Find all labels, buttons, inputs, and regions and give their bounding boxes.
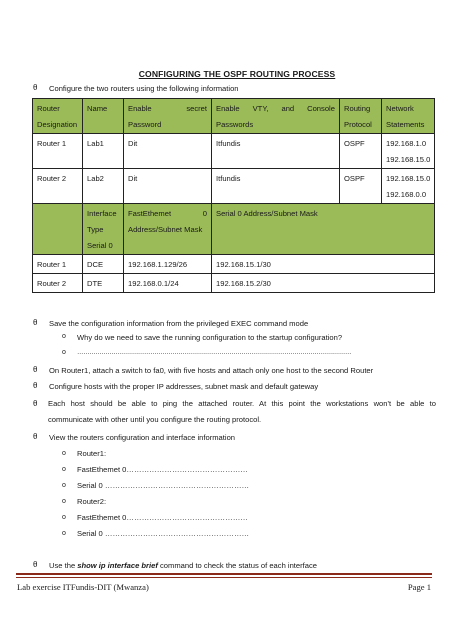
table-cell: DCE	[83, 255, 124, 274]
table-cell: Router 2	[33, 169, 83, 204]
header-cell: Enable secret Password	[124, 99, 212, 134]
list-item: FastEthemet 0…………………………………………	[77, 465, 248, 474]
bullet-icon: θ	[33, 318, 38, 327]
table-row	[33, 134, 435, 169]
header-cell: Serial 0 Address/Subnet Mask	[212, 204, 435, 255]
attach-instruction: On Router1, attach a switch to fa0, with five hosts and attach only one host to the second Router	[49, 366, 374, 375]
list-item: FastEthemet 0…………………………………………	[77, 513, 248, 522]
intro-text: Configure the two routers using the following information	[49, 84, 239, 93]
table-cell: Router 1	[33, 134, 83, 169]
answer-line: ………………………………………………………………………………………………………………………	[77, 349, 352, 356]
footer-rule	[16, 573, 432, 575]
bullet-icon: θ	[33, 381, 38, 390]
header-cell-blank	[33, 204, 83, 255]
table-cell: 192.168.1.129/26	[124, 255, 212, 274]
page-title: CONFIGURING THE OSPF ROUTING PROCESS	[138, 69, 336, 79]
table-cell: Dit	[124, 169, 212, 204]
sub-bullet-icon: o	[62, 482, 66, 489]
why-question: Why do we need to save the running configuration to the startup configuration?	[77, 333, 343, 342]
table-cell: 192.168.15.0 192.168.0.0	[382, 169, 435, 204]
sub-bullet-icon: o	[62, 498, 66, 505]
sub-bullet-icon: o	[62, 514, 66, 521]
list-item: Router2:	[77, 497, 107, 506]
sub-bullet-icon: o	[62, 349, 66, 356]
bullet-icon: θ	[33, 432, 38, 441]
table-subheader-row	[33, 204, 435, 255]
sub-bullet-icon: o	[62, 466, 66, 473]
table-header-row	[33, 99, 435, 134]
header-cell: FastEthemet 0 Address/Subnet Mask	[124, 204, 212, 255]
router-config-table	[32, 98, 435, 293]
list-item: Serial 0 …………………………………………………	[77, 481, 250, 490]
table-cell: Dit	[124, 134, 212, 169]
ping-line-1: Each host should be able to ping the attached router. At this point the workstations won't be able to	[48, 399, 436, 408]
header-cell: Router Designation	[33, 99, 83, 134]
table-cell: Router 1	[33, 255, 83, 274]
table-cell: Lab1	[83, 134, 124, 169]
table-cell: Itfundis	[212, 169, 340, 204]
table-row	[33, 274, 435, 293]
table-cell: 192.168.15.2/30	[212, 274, 435, 293]
table-cell: DTE	[83, 274, 124, 293]
table-cell: Itfundis	[212, 134, 340, 169]
ping-line-2: communicate with other until you configure the routing protocol.	[48, 415, 262, 424]
table-cell: 192.168.1.0 192.168.15.0	[382, 134, 435, 169]
bullet-icon: θ	[33, 83, 38, 92]
sub-bullet-icon: o	[62, 450, 66, 457]
table-row	[33, 255, 435, 274]
table-cell: OSPF	[340, 134, 382, 169]
command-text: show ip interface brief	[77, 561, 158, 570]
bullet-icon: θ	[33, 399, 38, 408]
last-instruction: Use the show ip interface brief command to check the status of each interface	[49, 561, 318, 570]
footer-title: Lab exercise ITFundis-DIT (Mwanza)	[17, 582, 149, 592]
table-cell: OSPF	[340, 169, 382, 204]
table-cell: 192.168.15.1/30	[212, 255, 435, 274]
list-item: Serial 0 …………………………………………………	[77, 529, 250, 538]
header-cell: Interface Type Serial 0	[83, 204, 124, 255]
header-cell: Network Statements	[382, 99, 435, 134]
bullet-icon: θ	[33, 560, 38, 569]
table-row	[33, 169, 435, 204]
table-cell: 192.168.0.1/24	[124, 274, 212, 293]
table-cell: Router 2	[33, 274, 83, 293]
table-cell: Lab2	[83, 169, 124, 204]
hosts-instruction: Configure hosts with the proper IP addresses, subnet mask and default gateway	[49, 382, 319, 391]
sub-bullet-icon: o	[62, 530, 66, 537]
footer-rule	[16, 577, 432, 578]
save-instruction: Save the configuration information from the privileged EXEC command mode	[49, 319, 309, 328]
ping-instruction	[48, 396, 436, 428]
header-cell: Enable VTY, and Console Passwords	[212, 99, 340, 134]
bullet-icon: θ	[33, 365, 38, 374]
header-cell: Name	[83, 99, 124, 134]
sub-bullet-icon: o	[62, 333, 66, 340]
page-number: Page 1	[407, 582, 431, 592]
list-item: Router1:	[77, 449, 107, 458]
header-cell: Routing Protocol	[340, 99, 382, 134]
view-instruction: View the routers configuration and interface information	[49, 433, 236, 442]
